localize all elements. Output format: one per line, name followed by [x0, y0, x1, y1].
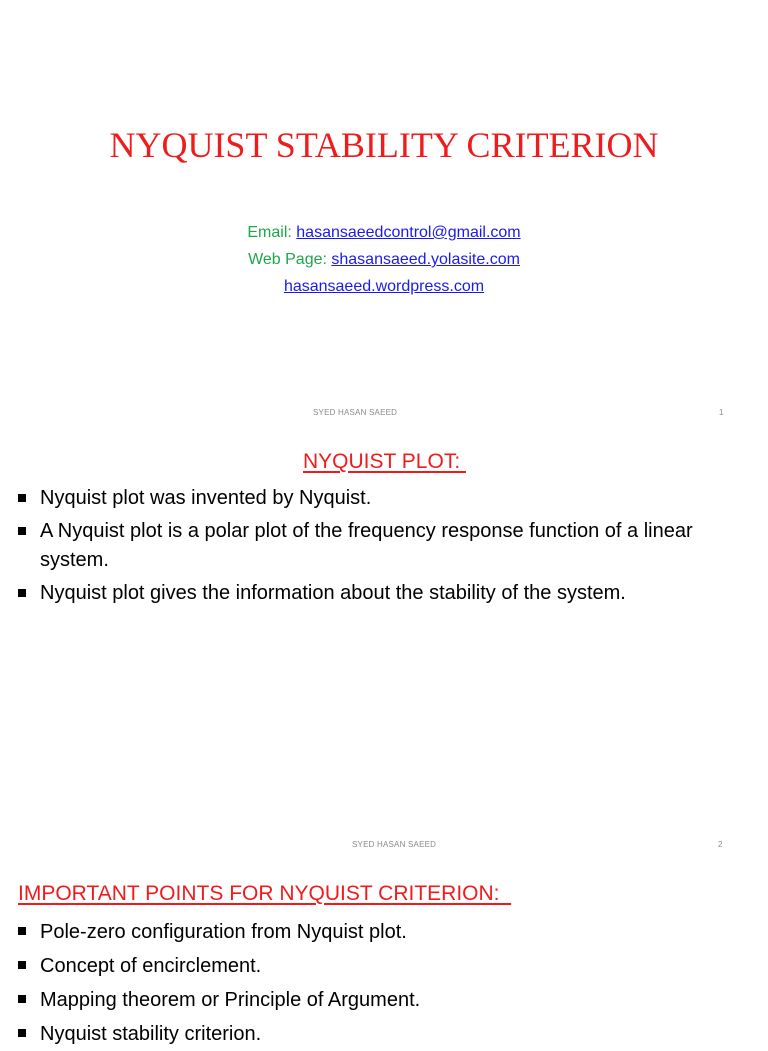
blog-line	[0, 273, 768, 300]
webpage-link[interactable]: shasansaeed.yolasite.com	[331, 251, 520, 268]
square-bullet-icon	[18, 527, 26, 535]
list-item	[18, 484, 718, 513]
slide-title: NYQUIST STABILITY CRITERION	[109, 125, 659, 165]
email-link[interactable]: hasansaeedcontrol@gmail.com	[296, 224, 521, 241]
blog-link[interactable]: hasansaeed.wordpress.com	[283, 278, 485, 295]
email-line	[0, 219, 768, 246]
bullet-list	[18, 915, 718, 1051]
footer-author: SYED HASAN SAEED	[313, 408, 398, 417]
list-item	[18, 517, 718, 575]
footer-author: SYED HASAN SAEED	[352, 840, 437, 849]
webpage-label: Web Page:	[248, 251, 332, 268]
list-item-text: Mapping theorem or Principle of Argument.	[40, 989, 421, 1011]
square-bullet-icon	[18, 494, 26, 502]
square-bullet-icon	[18, 927, 26, 935]
list-item	[18, 915, 718, 949]
square-bullet-icon	[18, 961, 26, 969]
contact-block	[0, 219, 768, 300]
section-heading: NYQUIST PLOT:	[303, 450, 466, 473]
footer-page-number: 1	[719, 408, 724, 417]
webpage-line	[0, 246, 768, 273]
list-item-text: A Nyquist plot is a polar plot of the frequency response function of a linear system.	[40, 520, 693, 571]
bullet-list	[18, 484, 718, 608]
slide-2	[0, 432, 768, 864]
slide-3	[0, 864, 768, 1045]
list-item-text: Nyquist stability criterion.	[40, 1023, 262, 1045]
slide-1	[0, 0, 768, 432]
list-item-text: Nyquist plot was invented by Nyquist.	[40, 487, 372, 509]
square-bullet-icon	[18, 589, 26, 597]
list-item	[18, 1017, 718, 1051]
footer-page-number: 2	[718, 840, 723, 849]
list-item	[18, 983, 718, 1017]
list-item-text: Concept of encirclement.	[40, 955, 262, 977]
square-bullet-icon	[18, 995, 26, 1003]
list-item-text: Nyquist plot gives the information about the stability of the system.	[40, 582, 626, 604]
list-item-text: Pole-zero configuration from Nyquist plot.	[40, 921, 407, 943]
square-bullet-icon	[18, 1029, 26, 1037]
section-heading: IMPORTANT POINTS FOR NYQUIST CRITERION:	[18, 882, 512, 905]
list-item	[18, 579, 718, 608]
list-item	[18, 949, 718, 983]
email-label: Email:	[247, 224, 297, 241]
